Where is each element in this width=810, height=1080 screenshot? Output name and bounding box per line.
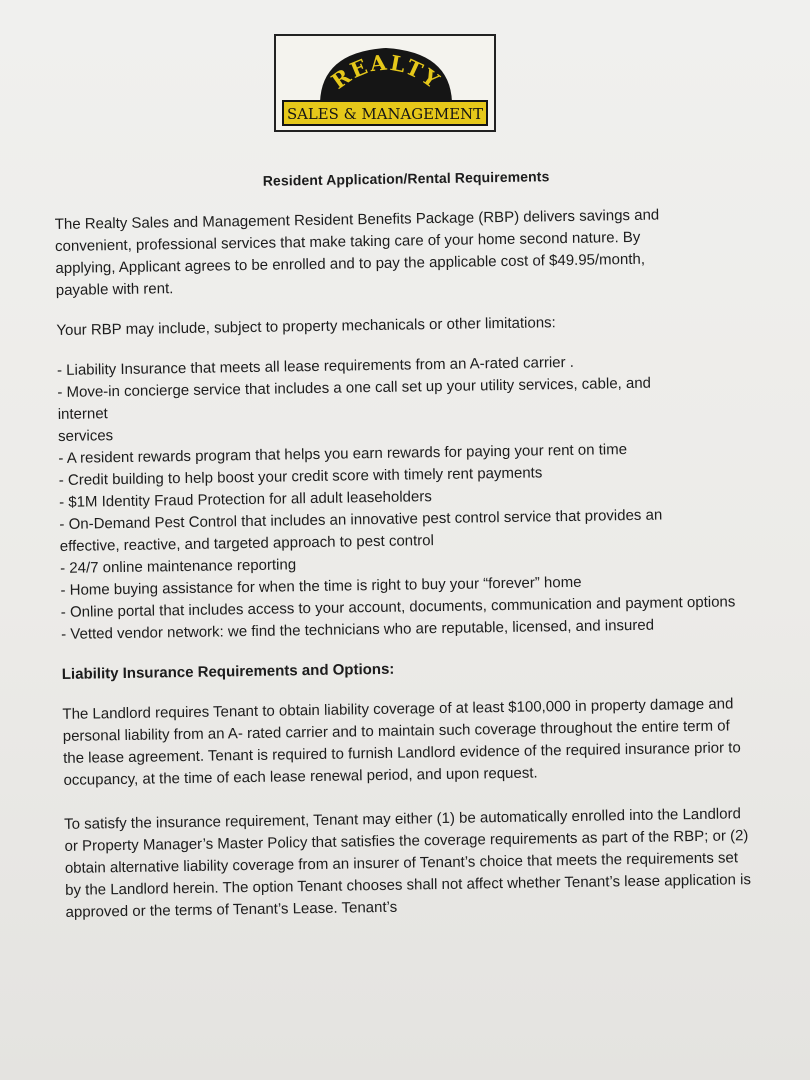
benefit-liability-insurance: - Liability Insurance that meets all lease requirements from an A-rated carrier . bbox=[56, 353, 575, 379]
page-title: Resident Application/Rental Requirements bbox=[262, 168, 550, 189]
benefit-home-buying-assistance: - Home buying assistance for when the time is right to buy your “forever” home bbox=[60, 573, 582, 599]
insurance-section-heading: Liability Insurance Requirements and Options: bbox=[61, 660, 395, 683]
benefit-online-portal: - Online portal that includes access to your account, documents, communication and payment options bbox=[60, 593, 736, 621]
rbp-list-intro: Your RBP may include, subject to property mechanicals or other limitations: bbox=[56, 314, 556, 339]
benefit-move-in-concierge: - Move-in concierge service that includes a one call set up your utility services, cable, and internet bbox=[57, 374, 652, 423]
benefit-pest-control: - On-Demand Pest Control that includes an innovative pest control service that provides an effective, reactive, and targeted approach to pest control bbox=[59, 506, 663, 555]
benefit-vetted-vendor-network: - Vetted vendor network: we find the technicians who are reputable, licensed, and insured bbox=[61, 616, 655, 643]
benefit-maintenance-reporting: - 24/7 online maintenance reporting bbox=[60, 556, 297, 577]
benefit-resident-rewards: - A resident rewards program that helps you earn rewards for paying your rent on time bbox=[58, 441, 628, 467]
document-body bbox=[54, 165, 766, 924]
rbp-intro-paragraph: The Realty Sales and Management Resident Benefits Package (RBP) delivers savings and convenient, professional services that make taking care of your home second nature. By applying, Applicant agrees to be enrolled and to pay the applicable cost of $49.95/month, payable with rent. bbox=[54, 206, 660, 299]
insurance-options-paragraph: To satisfy the insurance requirement, Tenant may either (1) be automatically enrolled into the Landlord or Property Manager’s Master Policy that satisfies the coverage requirements as part of the RBP; or (2) obtain alternative liability coverage from an insurer of Tenant’s choice that meets the requirements set by the Landlord herein. The option Tenant chooses shall not affect whether Tenant’s lease application is approved or the terms of Tenant’s Lease. Tenant’s bbox=[64, 805, 752, 921]
benefit-credit-building: - Credit building to help boost your credit score with timely rent payments bbox=[58, 464, 543, 489]
realty-logo-graphic bbox=[276, 36, 494, 130]
rbp-benefits-list bbox=[57, 349, 761, 646]
company-logo bbox=[274, 34, 496, 132]
benefit-services-continuation: services bbox=[57, 427, 114, 445]
logo-word-realty: REALTY bbox=[326, 49, 446, 94]
logo-word-sales-management: SALES & MANAGEMENT bbox=[287, 105, 483, 123]
insurance-requirement-paragraph: The Landlord requires Tenant to obtain liability coverage of at least $100,000 in property damage and personal liability from an A- rated carrier and to maintain such coverage throughout the entire term of the lease agreement. Tenant is required to furnish Landlord evidence of the required insurance prior to occupancy, at the time of each lease renewal period, and upon request. bbox=[62, 695, 741, 789]
benefit-identity-fraud-protection: - $1M Identity Fraud Protection for all adult leaseholders bbox=[58, 488, 432, 511]
